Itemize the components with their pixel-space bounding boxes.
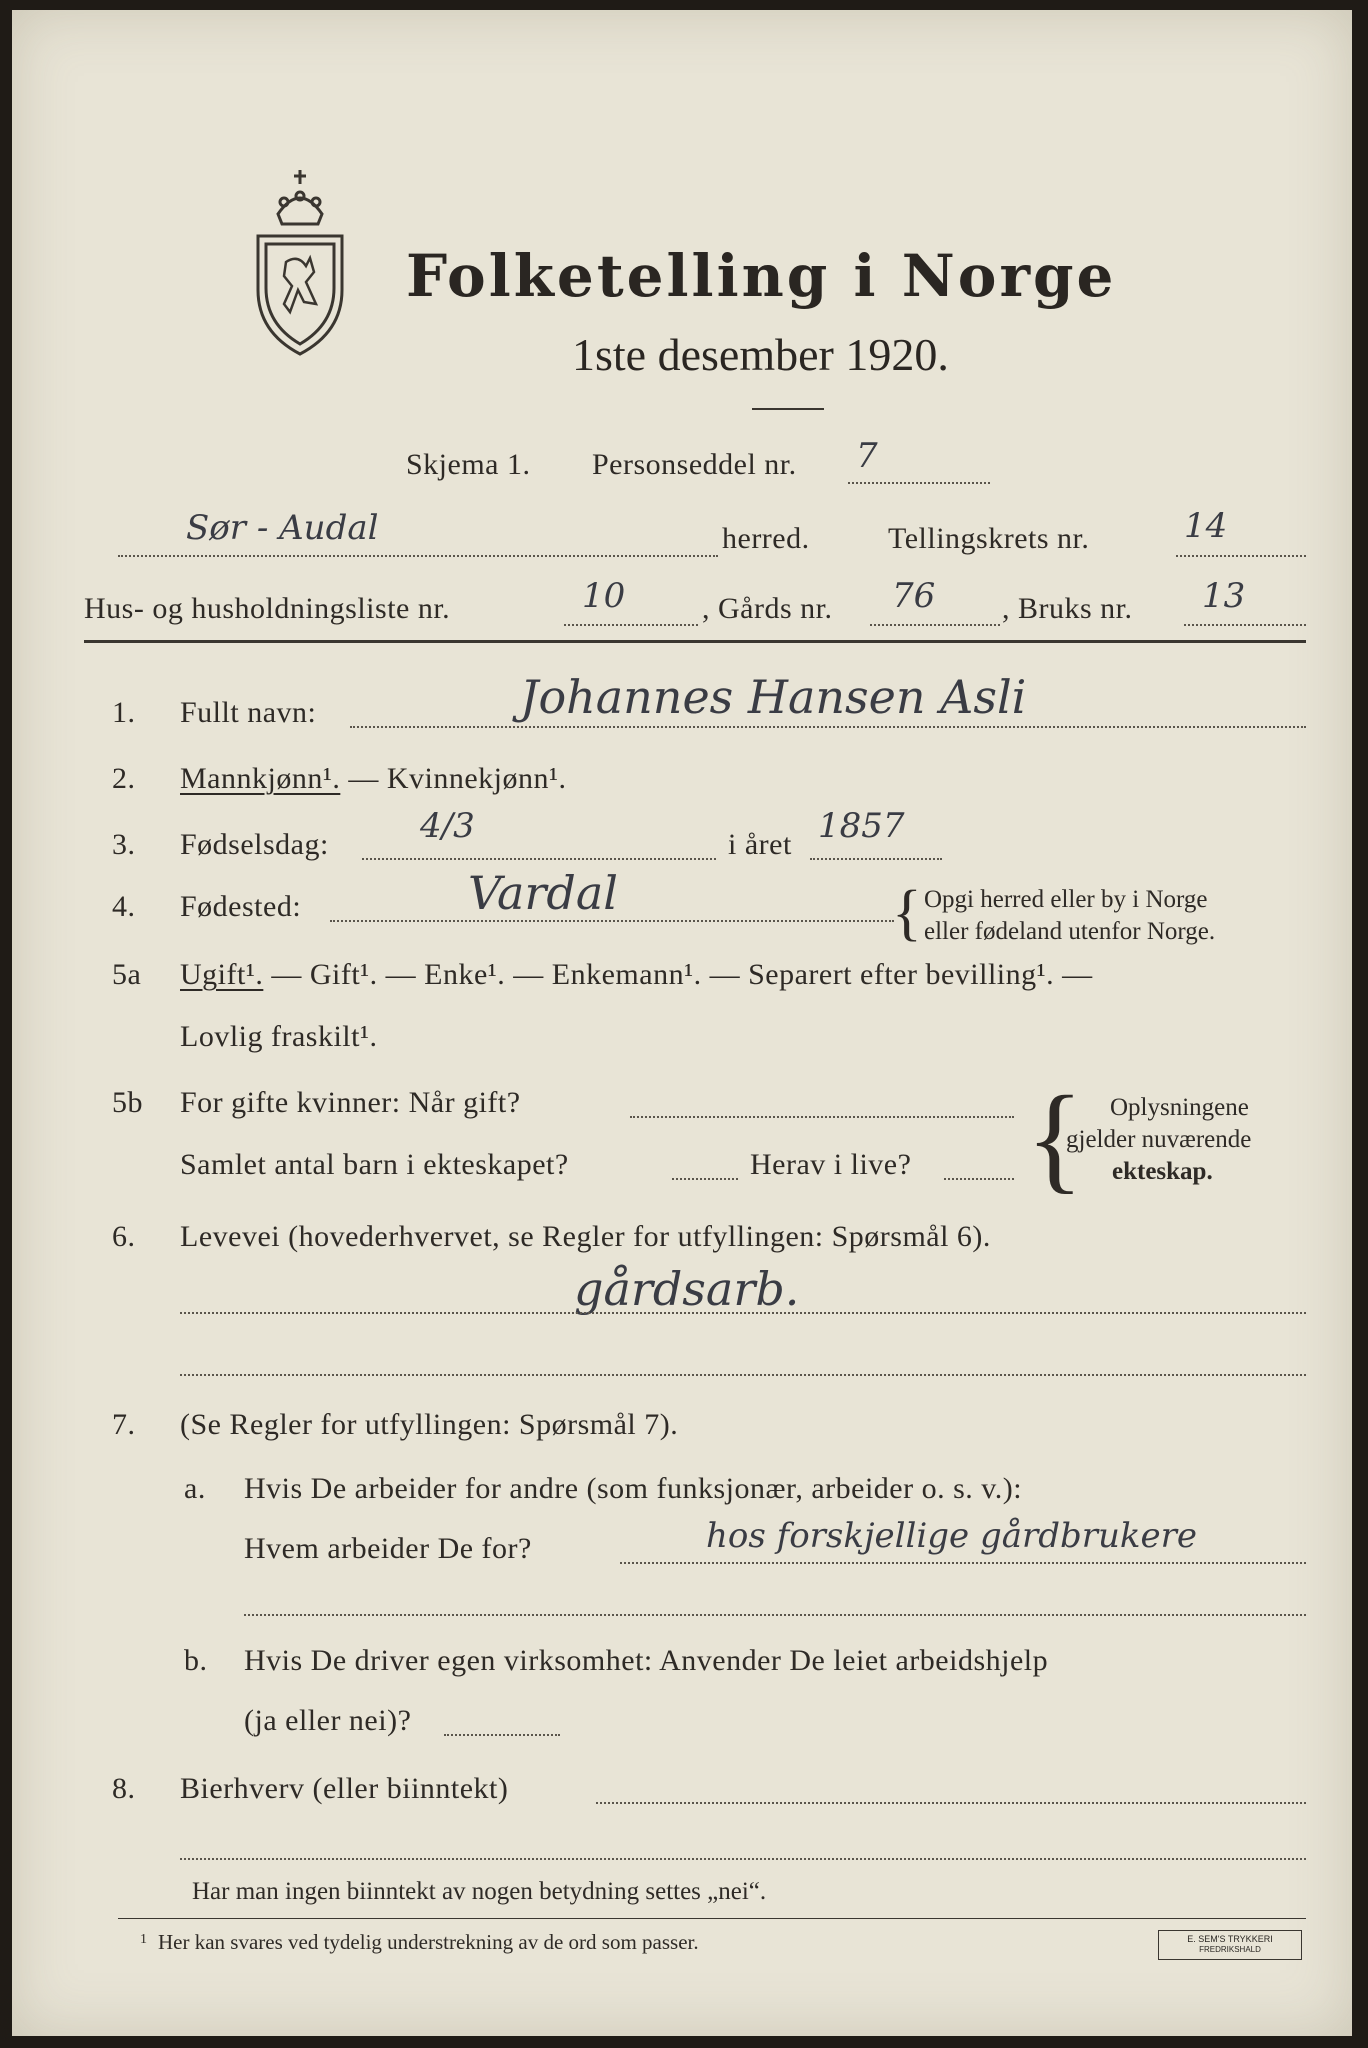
q7a-line [620,1562,1306,1564]
q1-line [350,726,1306,728]
q5b-line2a: Samlet antal barn i ekteskapet? [180,1148,569,1181]
personseddel-label: Personseddel nr. [592,448,797,481]
q4-note-2: eller fødeland utenfor Norge. [924,918,1216,945]
q7b-line [444,1734,560,1736]
q5a-other-options[interactable]: — Gift¹. — Enke¹. — Enkemann¹. — Separert efter bevilling¹. — [263,958,1093,991]
q6-value[interactable]: gårdsarb. [574,1262,800,1316]
q7a-line-2 [244,1614,1306,1616]
coat-of-arms-icon [240,162,360,362]
q7b-number: b. [184,1644,208,1677]
note-text: Har man ingen biinntekt av nogen betydning settes „nei“. [192,1878,767,1905]
bruks-line [1184,624,1306,626]
q5b-alive-line [944,1178,1014,1180]
q3-year-value[interactable]: 1857 [818,806,905,846]
footnote-text: Her kan svares ved tydelig understrekning av de ord som passer. [158,1930,699,1954]
q2-options [180,762,566,796]
q8-number: 8. [112,1772,136,1805]
q7a-value[interactable]: hos forskjellige gårdbrukere [706,1516,1198,1556]
footnote-number: 1 [140,1932,147,1947]
q5b-note-3: ekteskap. [1112,1158,1213,1185]
herred-label: herred. [722,522,810,555]
q7a-line2: Hvem arbeider De for? [244,1532,532,1565]
q3-value[interactable]: 4/3 [420,806,475,846]
q3-year-label: i året [728,828,792,861]
q7-number: 7. [112,1408,136,1441]
q5b-brace: { [1026,1071,1084,1204]
q4-brace: { [892,879,922,947]
gards-value[interactable]: 76 [892,576,936,616]
q5b-note-2: gjelder nuværende [1066,1126,1252,1153]
q7-label: (Se Regler for utfyllingen: Spørsmål 7). [180,1408,679,1441]
printer-line-2: FREDRIKSHALD [1199,1945,1261,1954]
q5b-line2b: Herav i live? [750,1148,912,1181]
q3-line [362,858,716,860]
q1-value[interactable]: Johannes Hansen Asli [520,670,1027,724]
q5b-line1: For gifte kvinner: Når gift? [180,1086,521,1119]
bruks-value[interactable]: 13 [1202,576,1246,616]
q2-female-option[interactable]: Kvinnekjønn¹. [386,762,567,795]
hus-value[interactable]: 10 [582,576,626,616]
tellingskrets-label: Tellingskrets nr. [888,522,1090,555]
gards-label: , Gårds nr. [702,592,833,625]
q5a-number: 5a [112,958,142,991]
q4-value[interactable]: Vardal [468,866,618,920]
form-title: Folketelling i Norge [406,242,1117,310]
bruks-label: , Bruks nr. [1002,592,1133,625]
hus-line [564,624,698,626]
q2-number: 2. [112,762,136,795]
q7b-line1: Hvis De driver egen virksomhet: Anvender De leiet arbeidshjelp [244,1644,1049,1677]
q6-number: 6. [112,1220,136,1253]
q4-label: Fødested: [180,890,302,923]
q2-separator: — [340,762,387,795]
q5b-married-line [630,1116,1014,1118]
gards-line [870,624,1000,626]
herred-line [118,555,718,557]
q5b-children-line [672,1178,738,1180]
q1-label: Fullt navn: [180,696,317,729]
header-rule [84,640,1306,643]
form-subtitle: 1ste desember 1920. [572,329,949,380]
schema-label: Skjema 1. [406,448,531,481]
q7b-line2: (ja eller nei)? [244,1704,412,1737]
q5a-line2[interactable]: Lovlig fraskilt¹. [180,1020,378,1053]
printer-line-1: E. SEM'S TRYKKERI [1187,1934,1273,1944]
q7a-number: a. [184,1472,206,1505]
q4-number: 4. [112,890,136,923]
census-form-page [12,10,1352,2036]
q3-number: 3. [112,828,136,861]
q3-year-line [810,858,942,860]
q3-label: Fødselsdag: [180,828,329,861]
personseddel-value[interactable]: 7 [856,436,878,476]
q8-line-2 [180,1858,1306,1860]
hus-label: Hus- og husholdningsliste nr. [84,592,451,625]
herred-value[interactable]: Sør - Audal [186,508,379,548]
tellingskrets-value[interactable]: 14 [1184,506,1228,546]
q5a-options [180,958,1093,992]
printer-mark [1158,1930,1302,1960]
q6-line-2 [180,1374,1306,1376]
personseddel-line [848,482,990,484]
title-divider [752,408,824,410]
q5b-number: 5b [112,1086,143,1119]
q4-line [330,920,894,922]
q8-label: Bierhverv (eller biinntekt) [180,1772,509,1805]
q7a-line1: Hvis De arbeider for andre (som funksjonær, arbeider o. s. v.): [244,1472,1023,1505]
q1-number: 1. [112,696,136,729]
q4-note-1: Opgi herred eller by i Norge [924,886,1208,913]
q2-male-option[interactable]: Mannkjønn¹. [180,762,341,795]
q8-line [596,1802,1306,1804]
tellingskrets-line [1176,555,1306,557]
q6-label: Levevei (hovederhvervet, se Regler for utfyllingen: Spørsmål 6). [180,1220,991,1253]
footnote-rule [118,1918,1306,1919]
q5b-note-1: Oplysningene [1110,1094,1249,1121]
q6-line-1 [180,1312,1306,1314]
q5a-ugift-option[interactable]: Ugift¹. [180,958,264,991]
